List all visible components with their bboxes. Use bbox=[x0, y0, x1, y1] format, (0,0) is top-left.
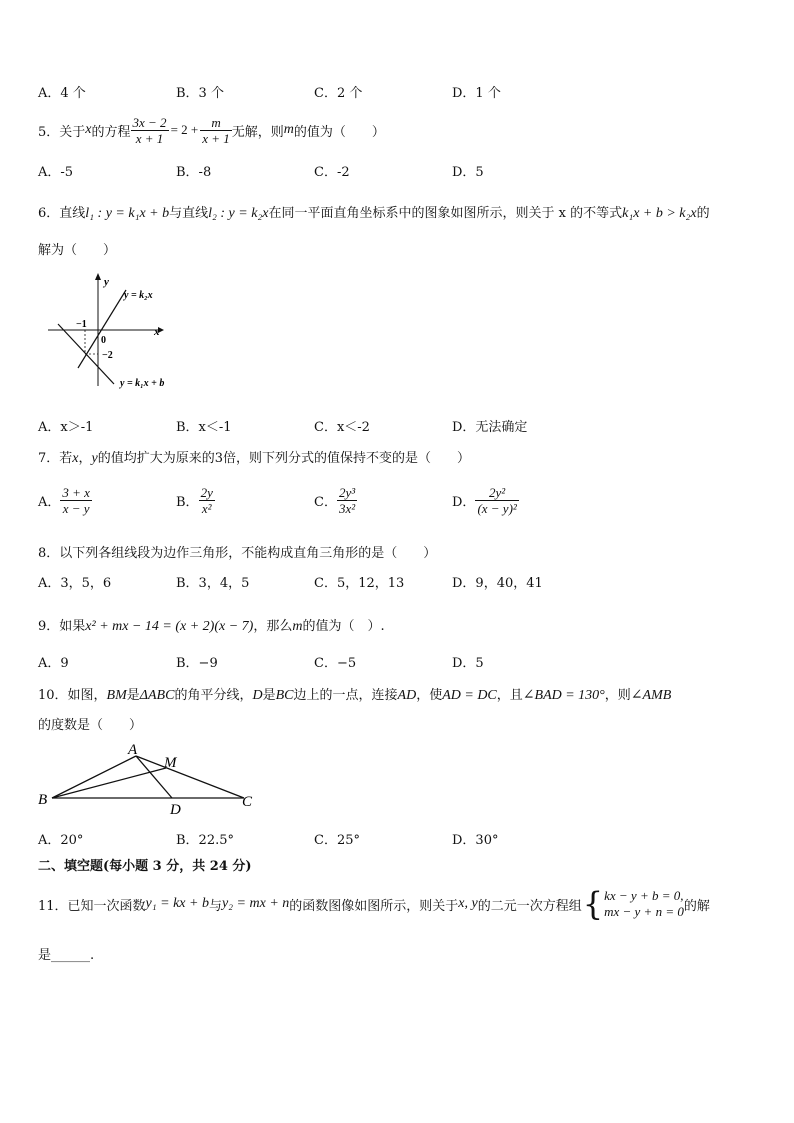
q5-frac2-num: m bbox=[200, 115, 232, 131]
q10-ad: AD bbox=[397, 688, 417, 703]
q5-frac1-num: 3x − 2 bbox=[132, 114, 167, 130]
q5-text: 的方程 bbox=[91, 124, 131, 140]
q10-equation: AD = DC bbox=[442, 688, 497, 703]
q5-frac1-den: x + 1 bbox=[135, 130, 164, 146]
q5-text: 5．关于 bbox=[38, 124, 86, 140]
q9-option-a: A．9 bbox=[38, 656, 69, 671]
question-8: 8．以下列各组线段为边作三角形，不能构成直角三角形的是（ ） bbox=[38, 546, 437, 561]
q10-text: ，则 bbox=[604, 688, 631, 703]
q7-option-b bbox=[176, 480, 215, 520]
label-line-k2x: y = k₂x bbox=[124, 290, 153, 301]
label-line-k1x-b: y = k₁x + b bbox=[120, 378, 165, 389]
q11-system-eq2: mx − y + n = 0 bbox=[604, 904, 684, 919]
question-6-line-2: 解为（ ） bbox=[38, 243, 117, 258]
label-y: y bbox=[104, 276, 109, 288]
label-origin: 0 bbox=[101, 335, 106, 346]
q7-c-num: 2y³ bbox=[338, 484, 356, 500]
q6-inequality: k₁x + b > k₂x bbox=[622, 206, 697, 221]
q7-c-den: 3x² bbox=[338, 500, 356, 516]
y-axis-arrow-icon bbox=[95, 273, 101, 280]
q11-y1: y₁ = kx + b bbox=[145, 896, 209, 911]
q6-text: 的 bbox=[696, 206, 710, 221]
q7-option-b-label: B． bbox=[176, 494, 199, 510]
q10-d: D bbox=[252, 688, 263, 703]
q11-system-eq1: kx − y + b = 0, bbox=[604, 888, 684, 903]
q10-triangle: ΔABC bbox=[139, 688, 175, 703]
vertex-c: C bbox=[242, 794, 253, 810]
q9-text: ，那么 bbox=[253, 619, 293, 634]
q6-text: 与直线 bbox=[169, 206, 209, 221]
q5-frac2-den: x + 1 bbox=[202, 130, 230, 146]
q7-b-num: 2y bbox=[200, 484, 213, 500]
q10-option-b: B．22.5° bbox=[176, 833, 234, 848]
vertex-a: A bbox=[128, 742, 138, 758]
q7-text: 的值均扩大为原来的3倍，则下列分式的值保持不变的是（ ） bbox=[97, 451, 471, 466]
q10-text: ，且 bbox=[496, 688, 523, 703]
q4-option-d: D．1 个 bbox=[452, 86, 501, 101]
q11-xy: x, y bbox=[458, 896, 478, 911]
q4-option-a: A．4 个 bbox=[38, 86, 86, 101]
q7-a-den: x − y bbox=[62, 500, 90, 516]
q7-var-y: y bbox=[91, 451, 98, 466]
segment-bm bbox=[52, 768, 166, 798]
q11-text: 的函数图像如图所示，则关于 bbox=[289, 898, 459, 914]
label-neg1: −1 bbox=[76, 319, 87, 330]
q7-b-den: x² bbox=[201, 500, 212, 516]
q7-option-c bbox=[314, 480, 357, 520]
q6-line-l2: l₂ : y = k₂x bbox=[208, 206, 269, 221]
q8-option-d: D．9，40，41 bbox=[452, 576, 543, 591]
vertex-m: M bbox=[164, 755, 177, 771]
question-10-line-2: 的度数是（ ） bbox=[38, 718, 143, 733]
q11-text: 11．已知一次函数 bbox=[38, 898, 146, 914]
q7-option-d-label: D． bbox=[452, 494, 476, 510]
section-2-title: 二、填空题(每小题 3 分，共 24 分) bbox=[38, 859, 252, 874]
q11-system bbox=[604, 888, 684, 920]
q4-option-b: B．3 个 bbox=[176, 86, 224, 101]
q5-option-d: D．5 bbox=[452, 165, 484, 180]
q5-var-x: x bbox=[85, 122, 92, 137]
q10-option-c: C．25° bbox=[314, 833, 360, 848]
q10-option-d: D．30° bbox=[452, 833, 499, 848]
q10-text: 是 bbox=[262, 688, 276, 703]
q6-option-a: A．x＞-1 bbox=[38, 420, 94, 435]
question-7 bbox=[38, 447, 470, 467]
q6-text: 6．直线 bbox=[38, 206, 86, 221]
q9-expression: x² + mx − 14 = (x + 2)(x − 7) bbox=[85, 619, 254, 634]
q11-y2: y₂ = mx + n bbox=[221, 896, 290, 911]
q6-text: 在同一平面直角坐标系中的图象如图所示，则关于 x 的不等式 bbox=[268, 206, 623, 221]
q9-option-b: B．−9 bbox=[176, 656, 218, 671]
q6-option-c: C．x＜-2 bbox=[314, 420, 370, 435]
question-6-line-1 bbox=[38, 202, 710, 222]
q10-bc: BC bbox=[275, 688, 294, 703]
q7-option-b-fraction bbox=[199, 485, 215, 516]
question-11-line-2: 是______. bbox=[38, 948, 95, 963]
q7-option-a bbox=[38, 480, 92, 520]
q7-var-x: x bbox=[72, 451, 79, 466]
q10-bm: BM bbox=[106, 688, 127, 703]
q8-option-b: B．3，4，5 bbox=[176, 576, 250, 591]
q7-text: ， bbox=[78, 451, 92, 466]
q8-option-a: A．3，5，6 bbox=[38, 576, 112, 591]
q10-angle-amb: ∠AMB bbox=[630, 688, 672, 703]
q7-option-a-fraction bbox=[60, 485, 92, 516]
q10-text: 的角平分线， bbox=[174, 688, 253, 703]
q7-option-a-label: A． bbox=[38, 494, 61, 510]
question-5 bbox=[38, 110, 385, 150]
vertex-b: B bbox=[38, 792, 48, 808]
q9-text: 9．如果 bbox=[38, 619, 86, 634]
vertex-d: D bbox=[170, 802, 181, 818]
q7-option-c-label: C． bbox=[314, 494, 337, 510]
q11-text: 与 bbox=[208, 898, 222, 914]
q7-option-d-fraction bbox=[475, 485, 518, 516]
q7-option-d bbox=[452, 480, 519, 520]
q10-text: 边上的一点，连接 bbox=[293, 688, 398, 703]
q5-fraction-2 bbox=[200, 115, 232, 146]
q5-fraction-1 bbox=[131, 115, 169, 146]
q5-text: 的值为（ ） bbox=[293, 124, 385, 140]
q5-eq: = 2 + bbox=[170, 122, 199, 137]
q6-option-d: D．无法确定 bbox=[452, 420, 528, 435]
q5-option-c: C．-2 bbox=[314, 165, 350, 180]
q10-text: 10．如图， bbox=[38, 688, 107, 703]
label-x: x bbox=[154, 326, 160, 338]
q10-text: 是 bbox=[126, 688, 140, 703]
q6-graph bbox=[40, 268, 190, 394]
question-10-line-1 bbox=[38, 684, 671, 704]
q5-text: 无解，则 bbox=[231, 124, 284, 140]
q5-option-a: A．-5 bbox=[38, 165, 74, 180]
brace-icon: { bbox=[582, 885, 604, 923]
q9-option-d: D．5 bbox=[452, 656, 484, 671]
question-9 bbox=[38, 615, 385, 635]
q6-line-l1: l₁ : y = k₁x + b bbox=[85, 206, 170, 221]
label-neg2: −2 bbox=[102, 350, 113, 361]
q7-text: 7．若 bbox=[38, 451, 73, 466]
q7-d-num: 2y² bbox=[475, 485, 518, 501]
q5-var-m: m bbox=[283, 122, 294, 137]
q11-text: 的解 bbox=[683, 898, 710, 914]
q11-text: 的二元一次方程组 bbox=[477, 898, 582, 914]
q6-option-b: B．x＜-1 bbox=[176, 420, 232, 435]
q7-d-den: (x − y)² bbox=[477, 500, 517, 516]
segment-ba bbox=[52, 756, 136, 798]
segment-ac bbox=[136, 756, 244, 798]
q10-option-a: A．20° bbox=[38, 833, 84, 848]
q9-option-c: C．−5 bbox=[314, 656, 357, 671]
q9-var-m: m bbox=[292, 619, 303, 634]
q5-option-b: B．-8 bbox=[176, 165, 212, 180]
q10-triangle-figure bbox=[36, 740, 266, 820]
q7-option-c-fraction bbox=[337, 485, 357, 516]
q9-text: 的值为（ ）. bbox=[302, 619, 385, 634]
q7-a-num: 3 + x bbox=[62, 484, 90, 500]
q4-option-c: C．2 个 bbox=[314, 86, 363, 101]
q10-text: ，使 bbox=[416, 688, 443, 703]
q10-angle: ∠BAD = 130° bbox=[522, 688, 605, 703]
q8-option-c: C．5，12，13 bbox=[314, 576, 405, 591]
question-11-line-1 bbox=[38, 884, 710, 924]
